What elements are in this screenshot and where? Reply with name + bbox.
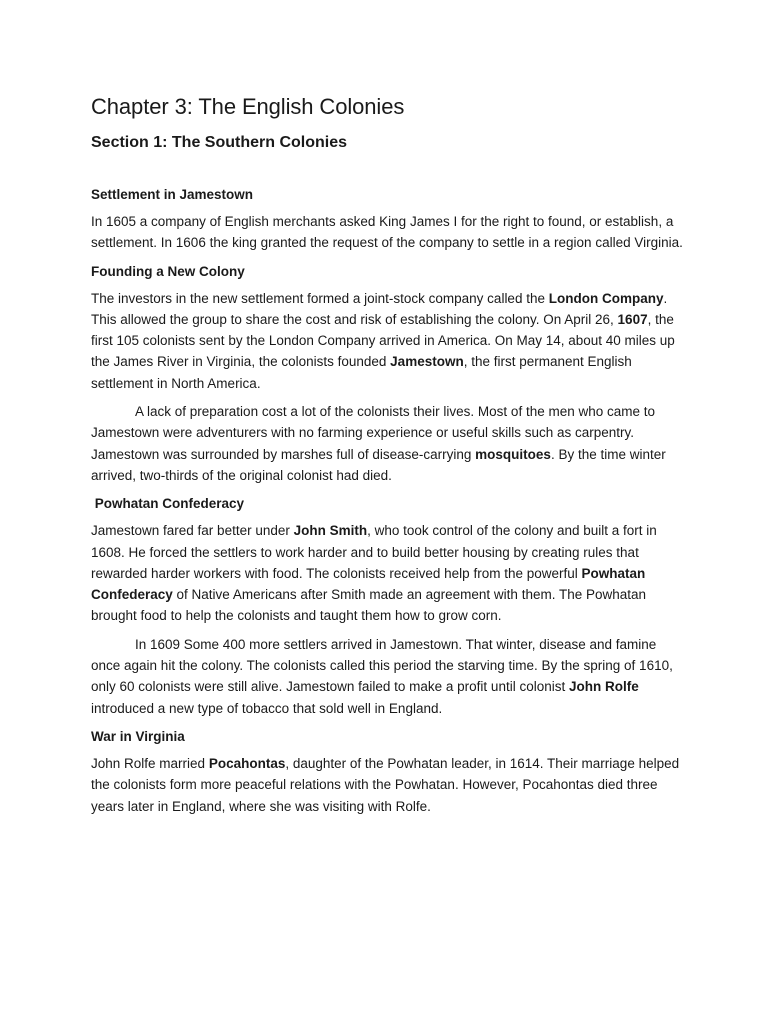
term-london-company: London Company — [548, 290, 664, 306]
term-mosquitoes: mosquitoes — [475, 446, 551, 462]
section-title: Section 1: The Southern Colonies — [91, 134, 348, 151]
heading-war-in-virginia: War in Virginia — [91, 728, 185, 744]
term-1607: 1607 — [617, 311, 648, 327]
paragraph: In 1605 a company of English merchants asked King James I for the right to found, or establish, a settlement. In 1606 the king granted the request of the company to settle in a region called Virginia. — [91, 214, 683, 251]
paragraph: A lack of preparation cost a lot of the colonists their lives. Most of the men who came to Jamestown were adventurers with no farming experience or useful skills such as carpentry. Jamestown was surrounded by marshes full of disease-carrying mosquitoes. By the time winter arrived, two-thirds of the original colonist had died. — [91, 404, 666, 483]
document-page — [91, 92, 683, 817]
paragraph: John Rolfe married Pocahontas, daughter of the Powhatan leader, in 1614. Their marriage helped the colonists form more peaceful relations with the Powhatan. However, Pocahontas died three years later in England, where she was visiting with Rolfe. — [91, 755, 680, 814]
paragraph: Jamestown fared far better under John Smith, who took control of the colony and built a fort in 1608. He forced the settlers to work harder and to build better housing by creating rules that rewarded harder workers with food. The colonists received help from the powerful Powhatan Confederacy of Native Americans after Smith made an agreement with them. The Powhatan brought food to help the colonists and taught them how to grow corn. — [91, 523, 657, 624]
term-pocahontas: Pocahontas — [208, 755, 286, 771]
term-john-smith: John Smith — [293, 523, 368, 539]
term-john-rolfe: John Rolfe — [568, 679, 639, 695]
paragraph: In 1609 Some 400 more settlers arrived in Jamestown. That winter, disease and famine once again hit the colony. The colonists called this period the starving time. By the spring of 1610, only 60 colonists were still alive. Jamestown failed to make a profit until colonist John Rolfe introduced a new type of tobacco that sold well in England. — [91, 636, 673, 716]
term-jamestown: Jamestown — [390, 354, 464, 370]
paragraph: The investors in the new settlement formed a joint-stock company called the London Company. This allowed the group to share the cost and risk of establishing the colony. On April 26, 1607, the first 105 colonists sent by the London Company arrived in America. On May 14, about 40 miles up the James River in Virginia, the colonists founded Jamestown, the first permanent English settlement in North America. — [91, 290, 675, 391]
heading-founding-a-new-colony: Founding a New Colony — [91, 263, 245, 279]
term-powhatan-confederacy: Powhatan Confederacy — [91, 565, 646, 603]
heading-settlement-in-jamestown: Settlement in Jamestown — [91, 187, 254, 202]
chapter-title: Chapter 3: The English Colonies — [91, 94, 405, 119]
heading-powhatan-confederacy: Powhatan Confederacy — [91, 496, 245, 512]
